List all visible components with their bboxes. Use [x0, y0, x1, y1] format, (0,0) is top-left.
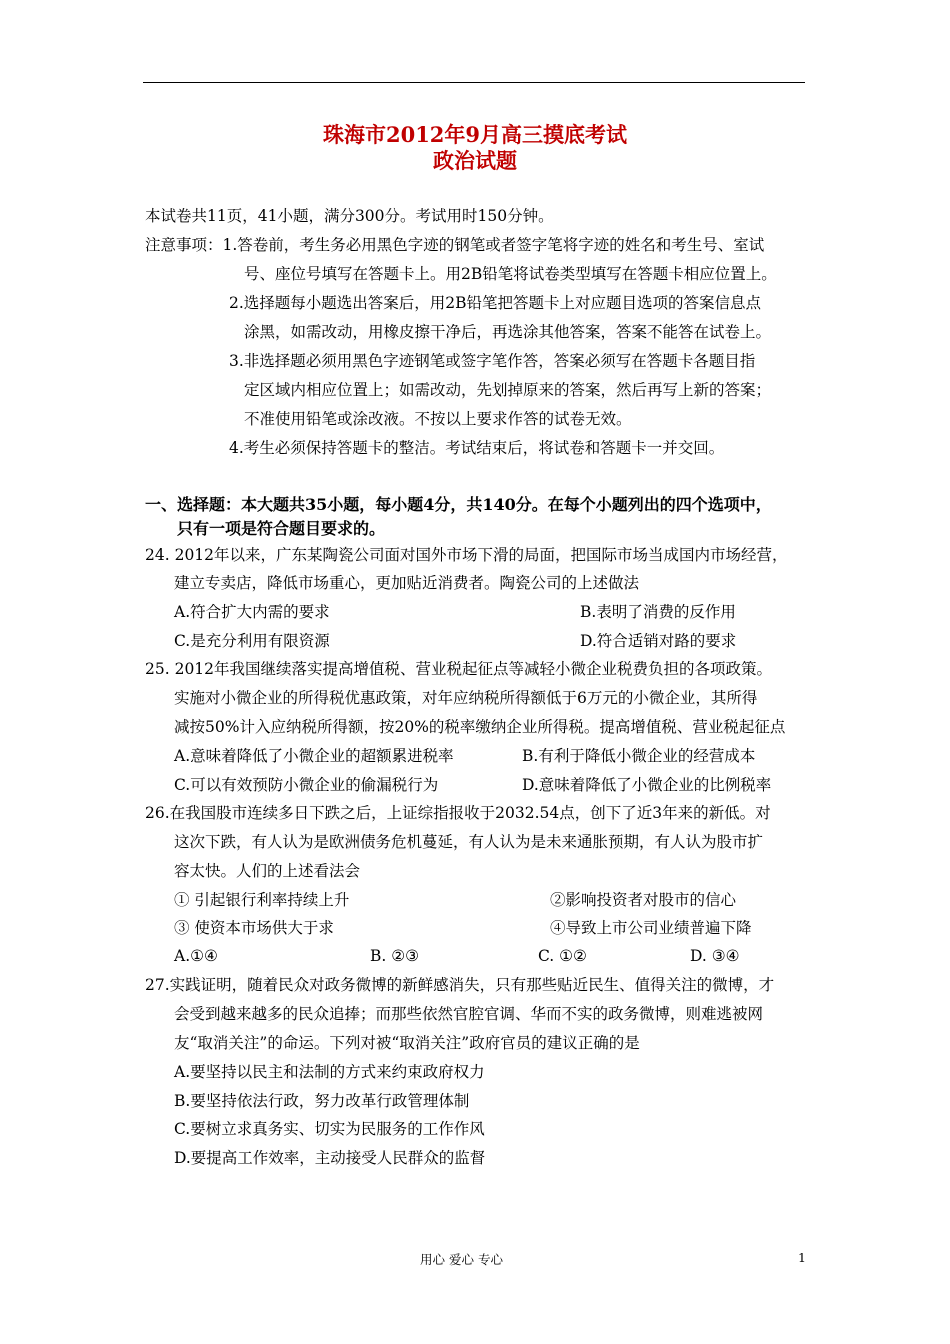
header-rule: [143, 82, 805, 83]
question-27-option-d: D.要提高工作效率，主动接受人民群众的监督: [174, 1149, 486, 1167]
question-26-statement-1: ① 引起银行利率持续上升: [174, 891, 350, 909]
question-27-stem-cont2: 友“取消关注”的命运。下列对被“取消关注”政府官员的建议正确的是: [174, 1034, 640, 1052]
question-26-stem-cont: 这次下跌，有人认为是欧洲债务危机蔓延，有人认为是未来通胀预期，有人认为股市扩: [174, 833, 764, 851]
question-24-option-a: A.符合扩大内需的要求: [174, 603, 330, 621]
question-27-option-c: C.要树立求真务实、切实为民服务的工作作风: [174, 1120, 485, 1138]
question-26-stem-cont2: 容太快。人们的上述看法会: [174, 862, 361, 880]
question-25-option-b: B.有利于降低小微企业的经营成本: [522, 747, 756, 765]
note-1: 注意事项：1.答卷前，考生务必用黑色字迹的钢笔或者签字笔将字迹的姓名和考生号、室试: [145, 236, 765, 254]
question-26-option-b: B. ②③: [370, 947, 420, 965]
question-25-stem: 25. 2012年我国继续落实提高增值税、营业税起征点等减轻小微企业税费负担的各项政策。: [145, 660, 773, 678]
question-25-option-c: C.可以有效预防小微企业的偷漏税行为: [174, 776, 439, 794]
exam-subtitle: 政治试题: [433, 148, 517, 173]
question-24-stem: 24. 2012年以来，广东某陶瓷公司面对国外市场下滑的局面，把国际市场当成国内市场经营，: [145, 546, 788, 564]
note-4: 4.考生必须保持答题卡的整洁。考试结束后，将试卷和答题卡一并交回。: [229, 439, 725, 457]
question-27-option-b: B.要坚持依法行政，努力改革行政管理体制: [174, 1092, 470, 1110]
question-24-option-d: D.符合适销对路的要求: [580, 632, 737, 650]
question-26-statement-2: ②影响投资者对股市的信心: [550, 891, 737, 909]
question-27-stem: 27.实践证明，随着民众对政务微博的新鲜感消失，只有那些贴近民生、值得关注的微博，才: [145, 976, 775, 994]
question-24-stem-cont: 建立专卖店，降低市场重心，更加贴近消费者。陶瓷公司的上述做法: [174, 574, 640, 592]
intro-text: 本试卷共11页，41小题，满分300分。考试用时150分钟。: [145, 207, 554, 225]
question-26-option-c: C. ①②: [538, 947, 587, 965]
note-2-cont: 涂黑，如需改动，用橡皮擦干净后，再选涂其他答案，答案不能答在试卷上。: [244, 323, 772, 341]
section-heading: 一、选择题：本大题共35小题，每小题4分，共140分。在每个小题列出的四个选项中，: [145, 495, 772, 514]
question-26-statement-3: ③ 使资本市场供大于求: [174, 919, 334, 937]
question-24-option-b: B.表明了消费的反作用: [580, 603, 736, 621]
note-3: 3.非选择题必须用黑色字迹钢笔或签字笔作答，答案必须写在答题卡各题目指: [229, 352, 756, 370]
question-25-stem-cont: 实施对小微企业的所得税优惠政策，对年应纳税所得额低于6万元的小微企业，其所得: [174, 689, 758, 707]
footer-motto: 用心 爱心 专心: [420, 1252, 503, 1267]
note-2: 2.选择题每小题选出答案后，用2B铅笔把答题卡上对应题目选项的答案信息点: [229, 294, 762, 312]
note-3-cont: 定区域内相应位置上；如需改动，先划掉原来的答案，然后再写上新的答案；: [244, 381, 772, 399]
question-25-stem-cont2: 减按50%计入应纳税所得额，按20%的税率缴纳企业所得税。提高增值税、营业税起征点: [174, 718, 786, 736]
note-1-cont: 号、座位号填写在答题卡上。用2B铅笔将试卷类型填写在答题卡相应位置上。: [244, 265, 777, 283]
question-25-option-a: A.意味着降低了小微企业的超额累进税率: [174, 747, 454, 765]
question-26-statement-4: ④导致上市公司业绩普遍下降: [550, 919, 752, 937]
question-24-option-c: C.是充分利用有限资源: [174, 632, 330, 650]
exam-title: 珠海市2012年9月高三摸底考试: [322, 122, 628, 147]
question-26-stem: 26.在我国股市连续多日下跌之后，上证综指报收于2032.54点，创下了近3年来的新低。对: [145, 804, 771, 822]
section-heading-cont: 只有一项是符合题目要求的。: [177, 519, 386, 538]
question-27-option-a: A.要坚持以民主和法制的方式来约束政府权力: [174, 1063, 485, 1081]
note-3-cont2: 不准使用铅笔或涂改液。不按以上要求作答的试卷无效。: [244, 410, 632, 428]
question-27-stem-cont: 会受到越来越多的民众追捧；而那些依然官腔官调、华而不实的政务微博，则难逃被网: [174, 1005, 764, 1023]
question-26-option-a: A.①④: [174, 947, 218, 965]
question-25-option-d: D.意味着降低了小微企业的比例税率: [522, 776, 772, 794]
question-26-option-d: D. ③④: [690, 947, 740, 965]
page-number: 1: [798, 1250, 806, 1265]
